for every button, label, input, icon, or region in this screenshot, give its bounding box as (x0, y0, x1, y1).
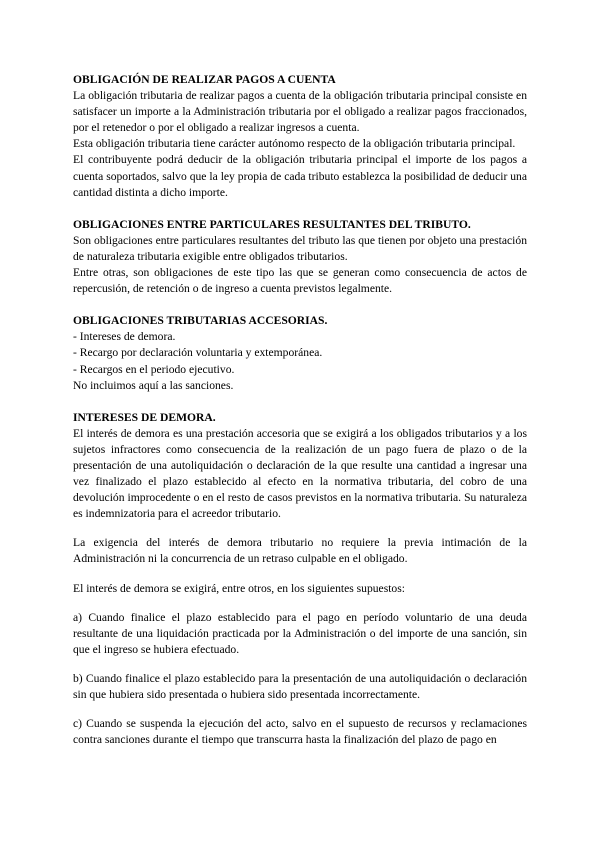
paragraph: El interés de demora es una prestación accesoria que se exigirá a los obligados tributarios y a los sujetos infractores como consecuencia de la realización de un pago fuera de plazo o de la presentación de una autoliquidación o declaración de la que resulte una cantidad a ingresar una vez finalizado el plazo establecido al efecto en la normativa tributaria, del cobro de una devolución improcedente o en el resto de casos previstos en la normativa tributaria. Su naturaleza es indemnizatoria para el acreedor tributario. (73, 426, 527, 521)
list-item: - Recargos en el periodo ejecutivo. (73, 362, 235, 376)
paragraph: El contribuyente podrá deducir de la obligación tributaria principal el importe de los pagos a cuenta soportados, salvo que la ley propia de cada tributo establezca la posibilidad de deducir una cantidad distinta a dicho importe. (73, 153, 527, 199)
paragraph: Son obligaciones entre particulares resultantes del tributo las que tienen por objeto una prestación de naturaleza tributaria exigible entre obligados tributarios. (73, 233, 527, 263)
paragraph: El interés de demora se exigirá, entre otros, en los siguientes supuestos: (73, 581, 405, 595)
paragraph: c) Cuando se suspenda la ejecución del acto, salvo en el supuesto de recursos y reclamaciones contra sanciones durante el tiempo que transcurra hasta la finalización del plazo de pago en (73, 717, 527, 747)
paragraph: Entre otras, son obligaciones de este tipo las que se generan como consecuencia de actos de repercusión, de retención o de ingreso a cuenta previstos legalmente. (73, 266, 527, 296)
document-body (73, 72, 527, 748)
paragraph: No incluimos aquí a las sanciones. (73, 378, 234, 392)
section-heading-intereses-de-demora: INTERESES DE DEMORA. (73, 410, 216, 424)
section-heading-obligaciones-accesorias: OBLIGACIONES TRIBUTARIAS ACCESORIAS. (73, 314, 328, 328)
paragraph: La exigencia del interés de demora tributario no requiere la previa intimación de la Administración ni la concurrencia de un retraso culpable en el obligado. (73, 536, 527, 566)
section-heading-obligaciones-entre-particulares: OBLIGACIONES ENTRE PARTICULARES RESULTANTES DEL TRIBUTO. (73, 217, 471, 231)
list-item: - Recargo por declaración voluntaria y extemporánea. (73, 346, 323, 360)
list-item: - Intereses de demora. (73, 330, 176, 344)
paragraph: a) Cuando finalice el plazo establecido para el pago en período voluntario de una deuda resultante de una liquidación practicada por la Administración o del importe de una sanción, sin que el ingreso se hubiera efectuado. (73, 610, 527, 656)
section-heading-pagos-a-cuenta: OBLIGACIÓN DE REALIZAR PAGOS A CUENTA (73, 73, 336, 86)
paragraph: Esta obligación tributaria tiene carácter autónomo respecto de la obligación tributaria principal. (73, 137, 516, 151)
paragraph: b) Cuando finalice el plazo establecido para la presentación de una autoliquidación o declaración sin que hubiera sido presentada o hubiera sido presentada incorrectamente. (73, 671, 527, 701)
paragraph: La obligación tributaria de realizar pagos a cuenta de la obligación tributaria principal consiste en satisfacer un importe a la Administración tributaria por el obligado a realizar pagos fraccionados, por el retenedor o por el obligado a realizar ingresos a cuenta. (73, 89, 527, 135)
